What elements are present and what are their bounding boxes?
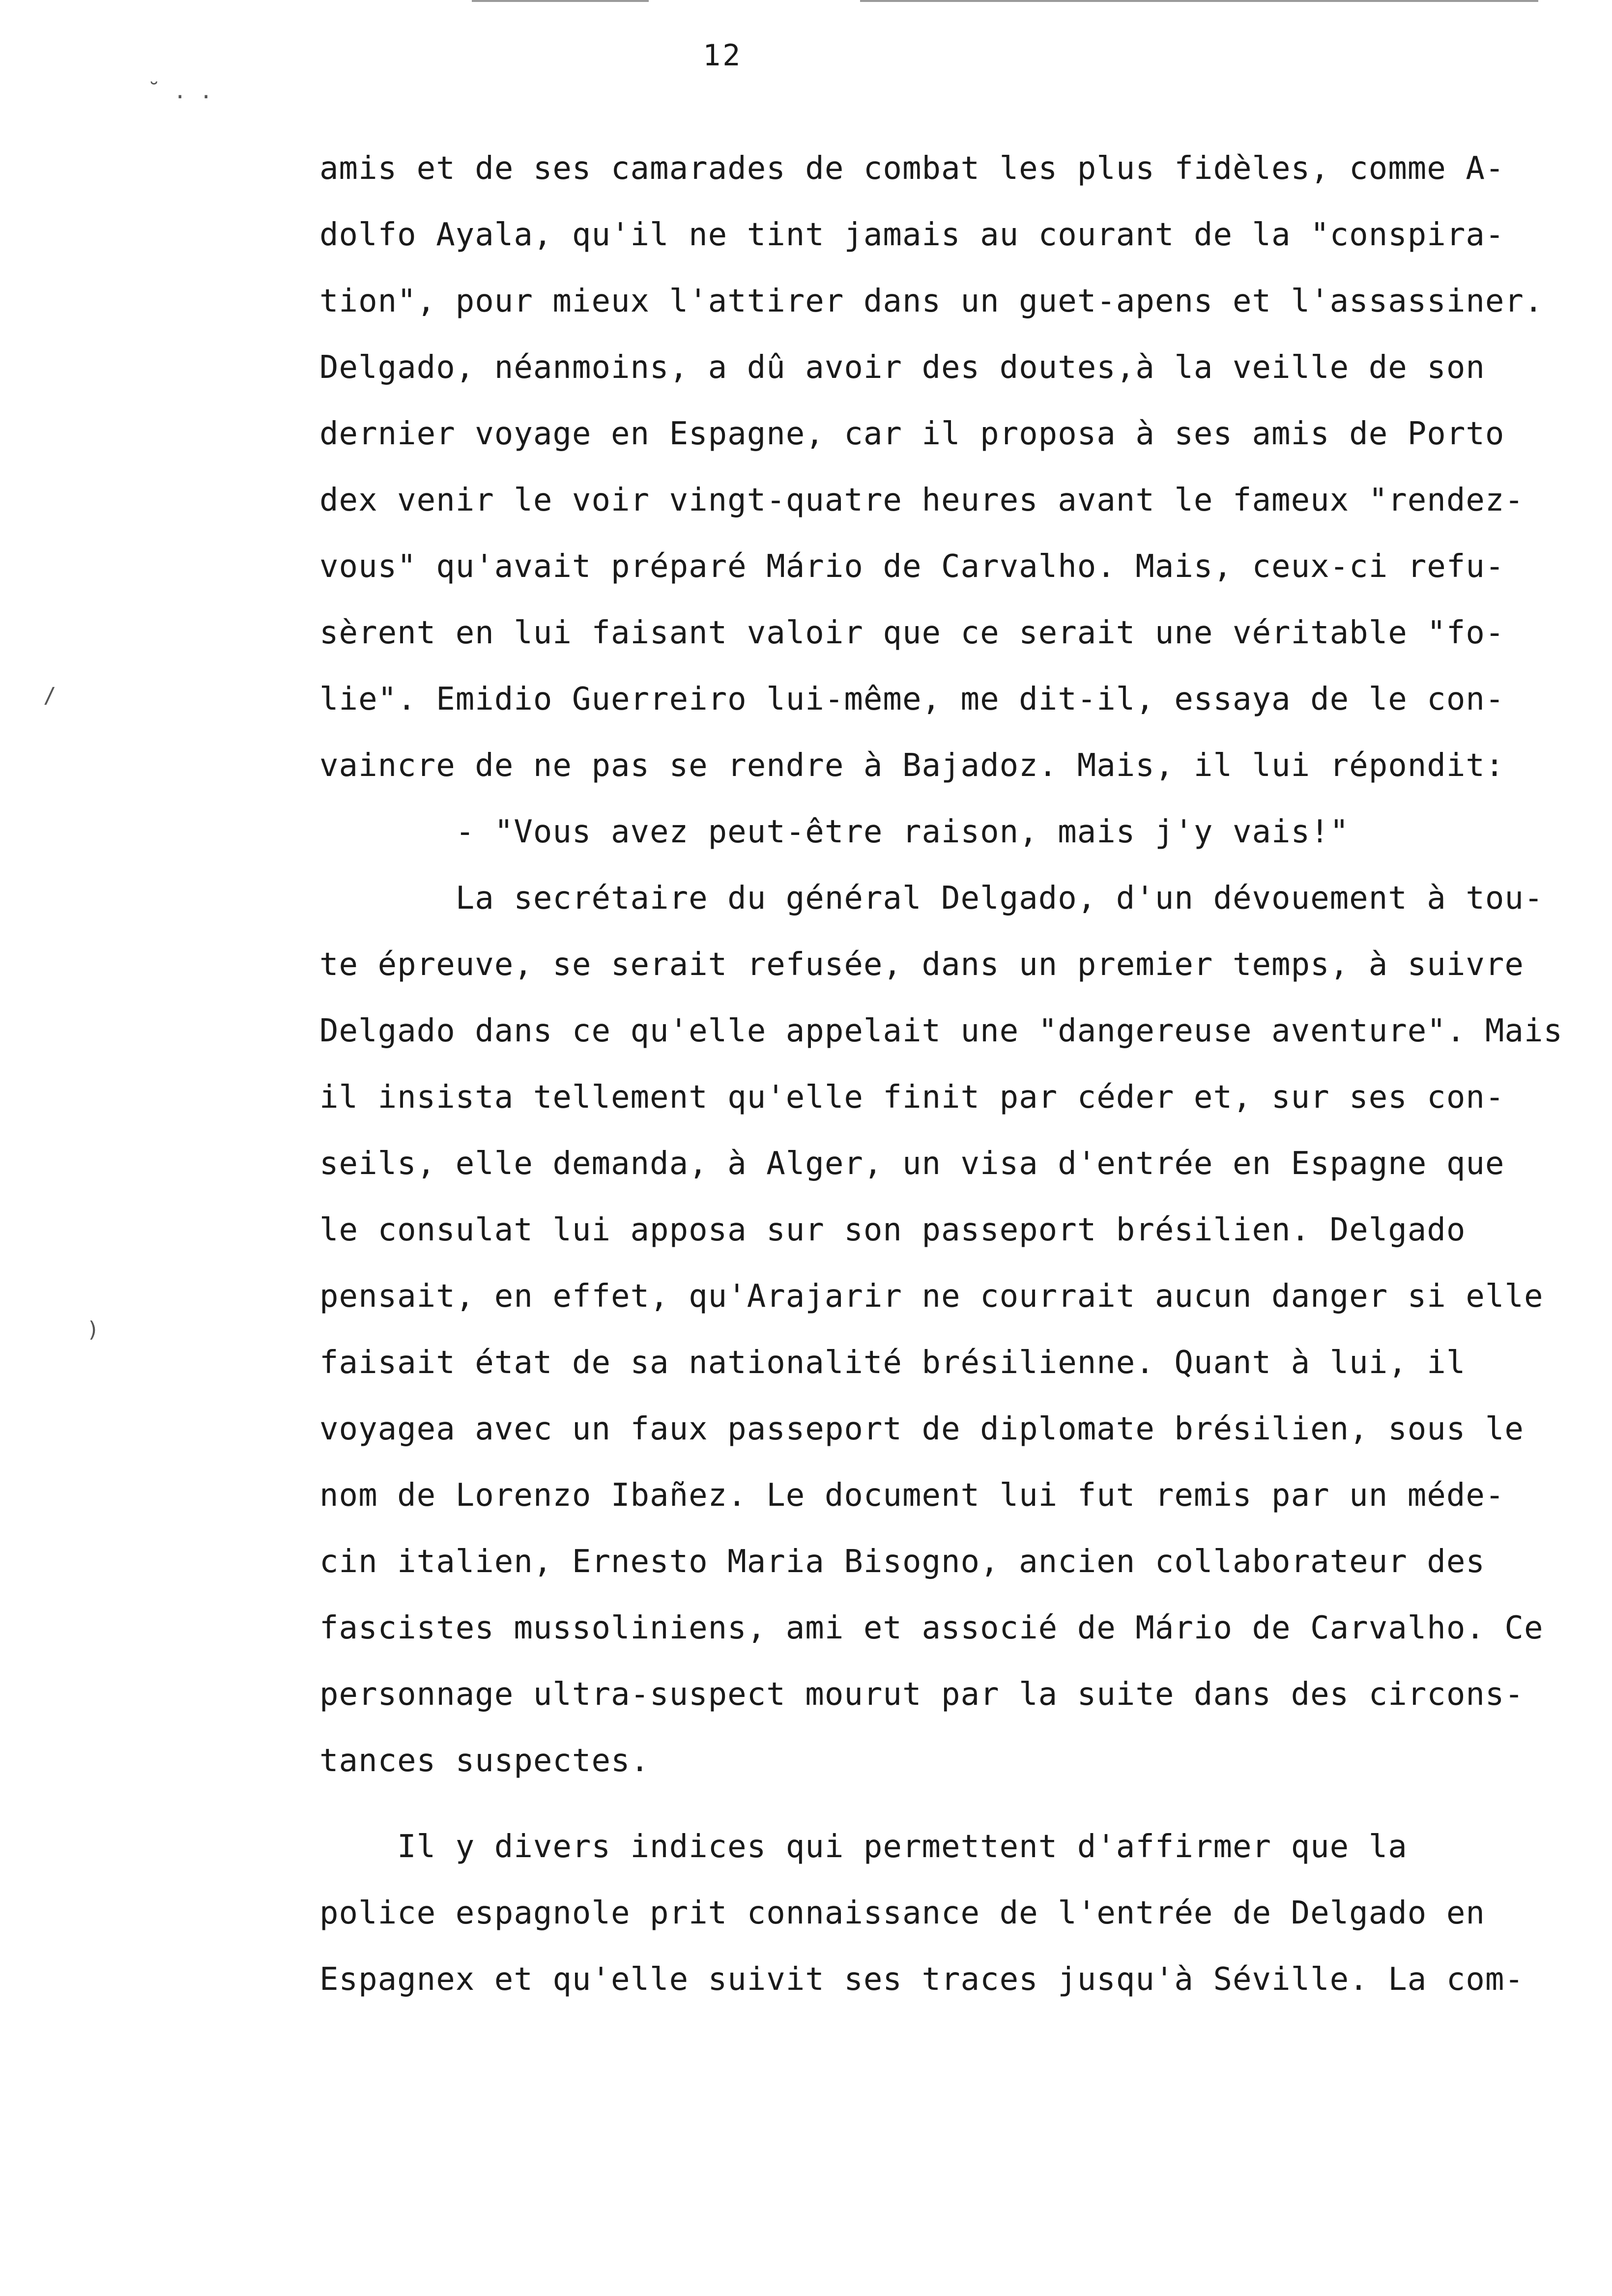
text-line: Il y divers indices qui permettent d'affirmer que la <box>319 1829 1408 1865</box>
text-line: tion", pour mieux l'attirer dans un guet-apens et l'assassiner. <box>319 283 1544 319</box>
margin-mark: ) <box>86 1317 100 1342</box>
text-line: pensait, en effet, qu'Arajarir ne courrait aucun danger si elle <box>319 1278 1544 1315</box>
text-line: vous" qu'avait préparé Mário de Carvalho. Mais, ceux-ci refu- <box>319 548 1505 585</box>
text-line: dex venir le voir vingt-quatre heures avant le fameux "rendez- <box>319 482 1524 518</box>
paragraph <box>319 136 1612 865</box>
page-top-edge <box>472 0 649 2</box>
margin-mark: ˘ . . <box>147 79 213 104</box>
text-line: seils, elle demanda, à Alger, un visa d'entrée en Espagne que <box>319 1146 1505 1182</box>
text-line: Delgado dans ce qu'elle appelait une "dangereuse aventure". Mais <box>319 1013 1563 1049</box>
text-line: cin italien, Ernesto Maria Bisogno, ancien collaborateur des <box>319 1544 1485 1580</box>
text-line: lie". Emidio Guerreiro lui-même, me dit-il, essaya de le con- <box>319 681 1505 718</box>
text-line: Delgado, néanmoins, a dû avoir des doutes,à la veille de son <box>319 349 1485 386</box>
text-line: police espagnole prit connaissance de l'entrée de Delgado en <box>319 1895 1485 1931</box>
text-line: voyagea avec un faux passeport de diplomate brésilien, sous le <box>319 1411 1524 1447</box>
page-number: 12 <box>703 38 743 73</box>
margin-mark: ∕ <box>43 683 57 708</box>
text-line: nom de Lorenzo Ibañez. Le document lui fut remis par un méde- <box>319 1477 1505 1514</box>
text-line: le consulat lui apposa sur son passeport brésilien. Delgado <box>319 1212 1466 1248</box>
paragraph <box>319 865 1612 1794</box>
text-line: vaincre de ne pas se rendre à Bajadoz. Mais, il lui répondit: <box>319 747 1505 784</box>
paragraph <box>319 1814 1612 2013</box>
paragraph-gap <box>319 1794 1612 1814</box>
text-line: fascistes mussoliniens, ami et associé de Mário de Carvalho. Ce <box>319 1610 1544 1646</box>
text-line: tances suspectes. <box>319 1743 650 1779</box>
quote-line: - "Vous avez peut-être raison, mais j'y vais!" <box>319 814 1350 850</box>
page-top-edge <box>860 0 1538 2</box>
text-line: sèrent en lui faisant valoir que ce serait une véritable "fo- <box>319 615 1505 651</box>
text-line: il insista tellement qu'elle finit par céder et, sur ses con- <box>319 1079 1505 1116</box>
text-line: te épreuve, se serait refusée, dans un premier temps, à suivre <box>319 947 1524 983</box>
text-line: La secrétaire du général Delgado, d'un dévouement à tou- <box>319 880 1544 917</box>
text-line: faisait état de sa nationalité brésilienne. Quant à lui, il <box>319 1345 1466 1381</box>
text-line: personnage ultra-suspect mourut par la suite dans des circons- <box>319 1676 1524 1713</box>
text-line: Espagnex et qu'elle suivit ses traces jusqu'à Séville. La com- <box>319 1961 1524 1998</box>
document-body <box>319 136 1612 2013</box>
text-line: amis et de ses camarades de combat les plus fidèles, comme A- <box>319 150 1505 187</box>
text-line: dernier voyage en Espagne, car il proposa à ses amis de Porto <box>319 416 1505 452</box>
text-line: dolfo Ayala, qu'il ne tint jamais au courant de la "conspira- <box>319 217 1505 253</box>
